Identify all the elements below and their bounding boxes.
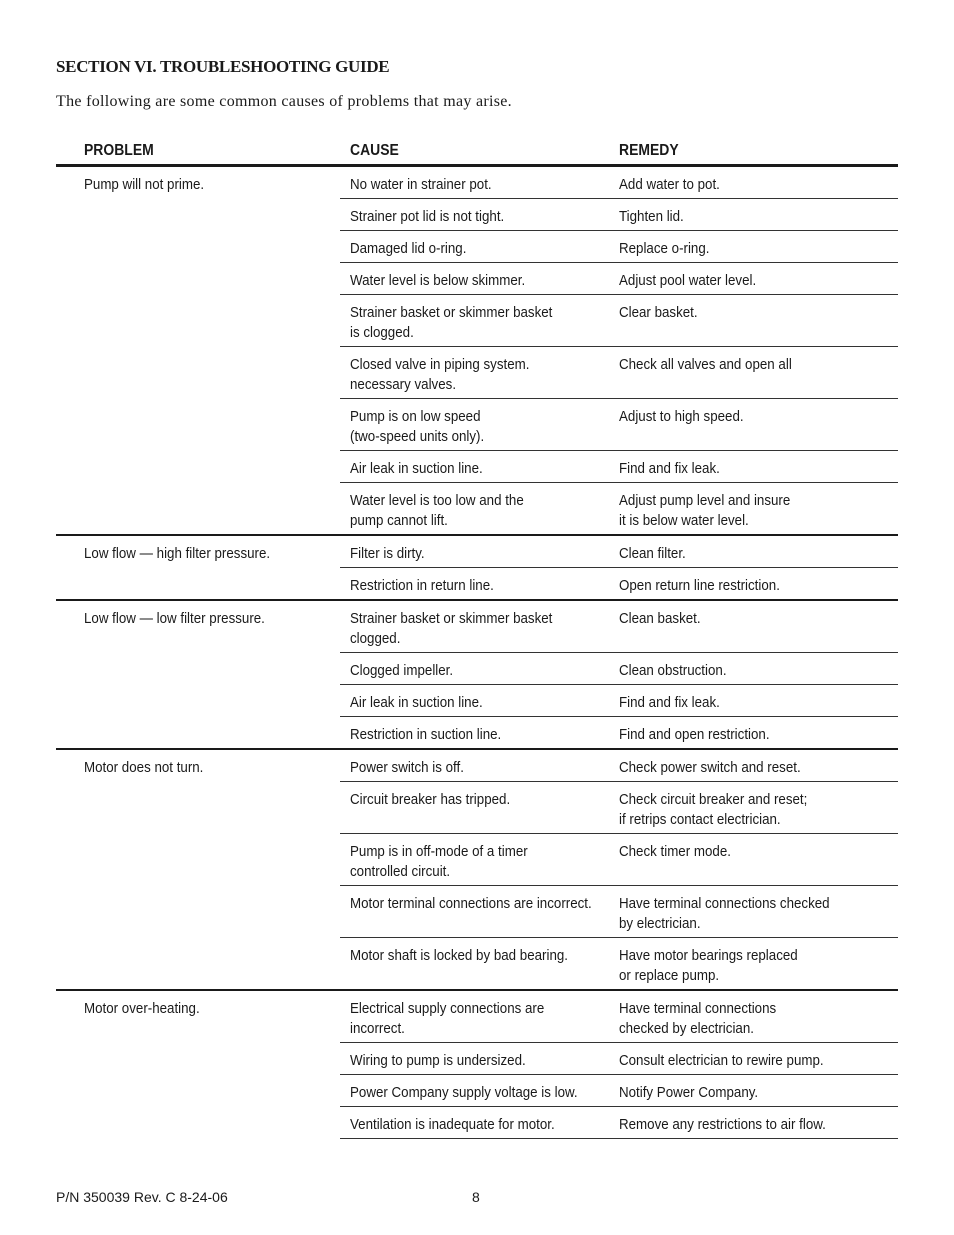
cause-cell: Wiring to pump is undersized.	[350, 1053, 526, 1069]
row-divider	[340, 294, 898, 295]
problem-cell: Motor over-heating.	[84, 1001, 200, 1017]
problem-cell: Low flow — high filter pressure.	[84, 546, 271, 562]
problem-cell: Motor does not turn.	[84, 760, 204, 776]
row-divider	[340, 1106, 898, 1107]
intro-text: The following are some common causes of problems that may arise.	[56, 93, 512, 110]
remedy-cell: Find and fix leak.	[619, 695, 720, 711]
remedy-cell: Adjust pump level and insure it is below water level.	[619, 493, 791, 529]
cause-cell: Ventilation is inadequate for motor.	[350, 1117, 555, 1133]
remedy-cell: Clear basket.	[619, 305, 698, 321]
header-cause: CAUSE	[350, 142, 399, 159]
remedy-cell: Check power switch and reset.	[619, 760, 801, 776]
row-divider	[340, 482, 898, 483]
row-divider	[340, 1138, 898, 1139]
row-divider	[340, 1074, 898, 1075]
section-title: SECTION VI. TROUBLESHOOTING GUIDE	[56, 57, 390, 76]
remedy-cell: Clean basket.	[619, 611, 701, 627]
cause-cell: Water level is too low and the pump cannot lift.	[350, 493, 524, 529]
row-divider	[340, 885, 898, 886]
cause-cell: Electrical supply connections are incorrect.	[350, 1001, 545, 1037]
row-divider	[340, 833, 898, 834]
remedy-cell: Tighten lid.	[619, 209, 684, 225]
remedy-cell: Open return line restriction.	[619, 578, 780, 594]
cause-cell: Power Company supply voltage is low.	[350, 1085, 578, 1101]
cause-cell: Strainer basket or skimmer basket clogged.	[350, 611, 553, 647]
row-divider	[340, 652, 898, 653]
cause-cell: Strainer pot lid is not tight.	[350, 209, 505, 225]
cause-cell: Restriction in suction line.	[350, 727, 502, 743]
remedy-cell: Adjust pool water level.	[619, 273, 757, 289]
remedy-cell: Check timer mode.	[619, 844, 731, 860]
row-divider	[340, 450, 898, 451]
cause-cell: Filter is dirty.	[350, 546, 425, 562]
remedy-cell: Find and open restriction.	[619, 727, 770, 743]
cause-cell: Motor terminal connections are incorrect.	[350, 896, 592, 912]
cause-cell: Pump is in off-mode of a timer controlled circuit.	[350, 844, 528, 880]
row-divider	[340, 398, 898, 399]
row-divider	[340, 567, 898, 568]
cause-cell: No water in strainer pot.	[350, 177, 492, 193]
problem-cell: Low flow — low filter pressure.	[84, 611, 265, 627]
remedy-cell: Have terminal connections checked by electrician.	[619, 1001, 777, 1037]
cause-cell: Power switch is off.	[350, 760, 464, 776]
cause-cell: Air leak in suction line.	[350, 461, 483, 477]
cause-cell: Strainer basket or skimmer basket is clogged.	[350, 305, 553, 341]
remedy-cell: Check all valves and open all	[619, 357, 792, 373]
group-divider	[56, 599, 898, 601]
row-divider	[340, 262, 898, 263]
problem-cell: Pump will not prime.	[84, 177, 205, 193]
footer-page-number: 8	[472, 1189, 480, 1205]
header-problem: PROBLEM	[84, 142, 154, 159]
cause-cell: Circuit breaker has tripped.	[350, 792, 511, 808]
remedy-cell: Clean obstruction.	[619, 663, 727, 679]
row-divider	[340, 230, 898, 231]
footer-part-number: P/N 350039 Rev. C 8-24-06	[56, 1189, 228, 1205]
header-remedy: REMEDY	[619, 142, 679, 159]
cause-cell: Pump is on low speed (two-speed units only).	[350, 409, 485, 445]
group-divider	[56, 534, 898, 536]
group-divider	[56, 748, 898, 750]
remedy-cell: Have motor bearings replaced or replace pump.	[619, 948, 798, 984]
row-divider	[340, 937, 898, 938]
remedy-cell: Adjust to high speed.	[619, 409, 744, 425]
remedy-cell: Remove any restrictions to air flow.	[619, 1117, 826, 1133]
cause-cell: Closed valve in piping system. necessary valves.	[350, 357, 530, 393]
row-divider	[340, 781, 898, 782]
cause-cell: Restriction in return line.	[350, 578, 494, 594]
row-divider	[340, 1042, 898, 1043]
remedy-cell: Check circuit breaker and reset; if retrips contact electrician.	[619, 792, 808, 828]
row-divider	[340, 684, 898, 685]
remedy-cell: Notify Power Company.	[619, 1085, 759, 1101]
group-divider	[56, 989, 898, 991]
remedy-cell: Replace o-ring.	[619, 241, 710, 257]
row-divider	[340, 346, 898, 347]
cause-cell: Water level is below skimmer.	[350, 273, 526, 289]
cause-cell: Air leak in suction line.	[350, 695, 483, 711]
remedy-cell: Have terminal connections checked by electrician.	[619, 896, 830, 932]
remedy-cell: Find and fix leak.	[619, 461, 720, 477]
row-divider	[340, 198, 898, 199]
remedy-cell: Add water to pot.	[619, 177, 720, 193]
cause-cell: Clogged impeller.	[350, 663, 454, 679]
cause-cell: Damaged lid o-ring.	[350, 241, 467, 257]
row-divider	[340, 716, 898, 717]
cause-cell: Motor shaft is locked by bad bearing.	[350, 948, 569, 964]
remedy-cell: Clean filter.	[619, 546, 686, 562]
remedy-cell: Consult electrician to rewire pump.	[619, 1053, 824, 1069]
